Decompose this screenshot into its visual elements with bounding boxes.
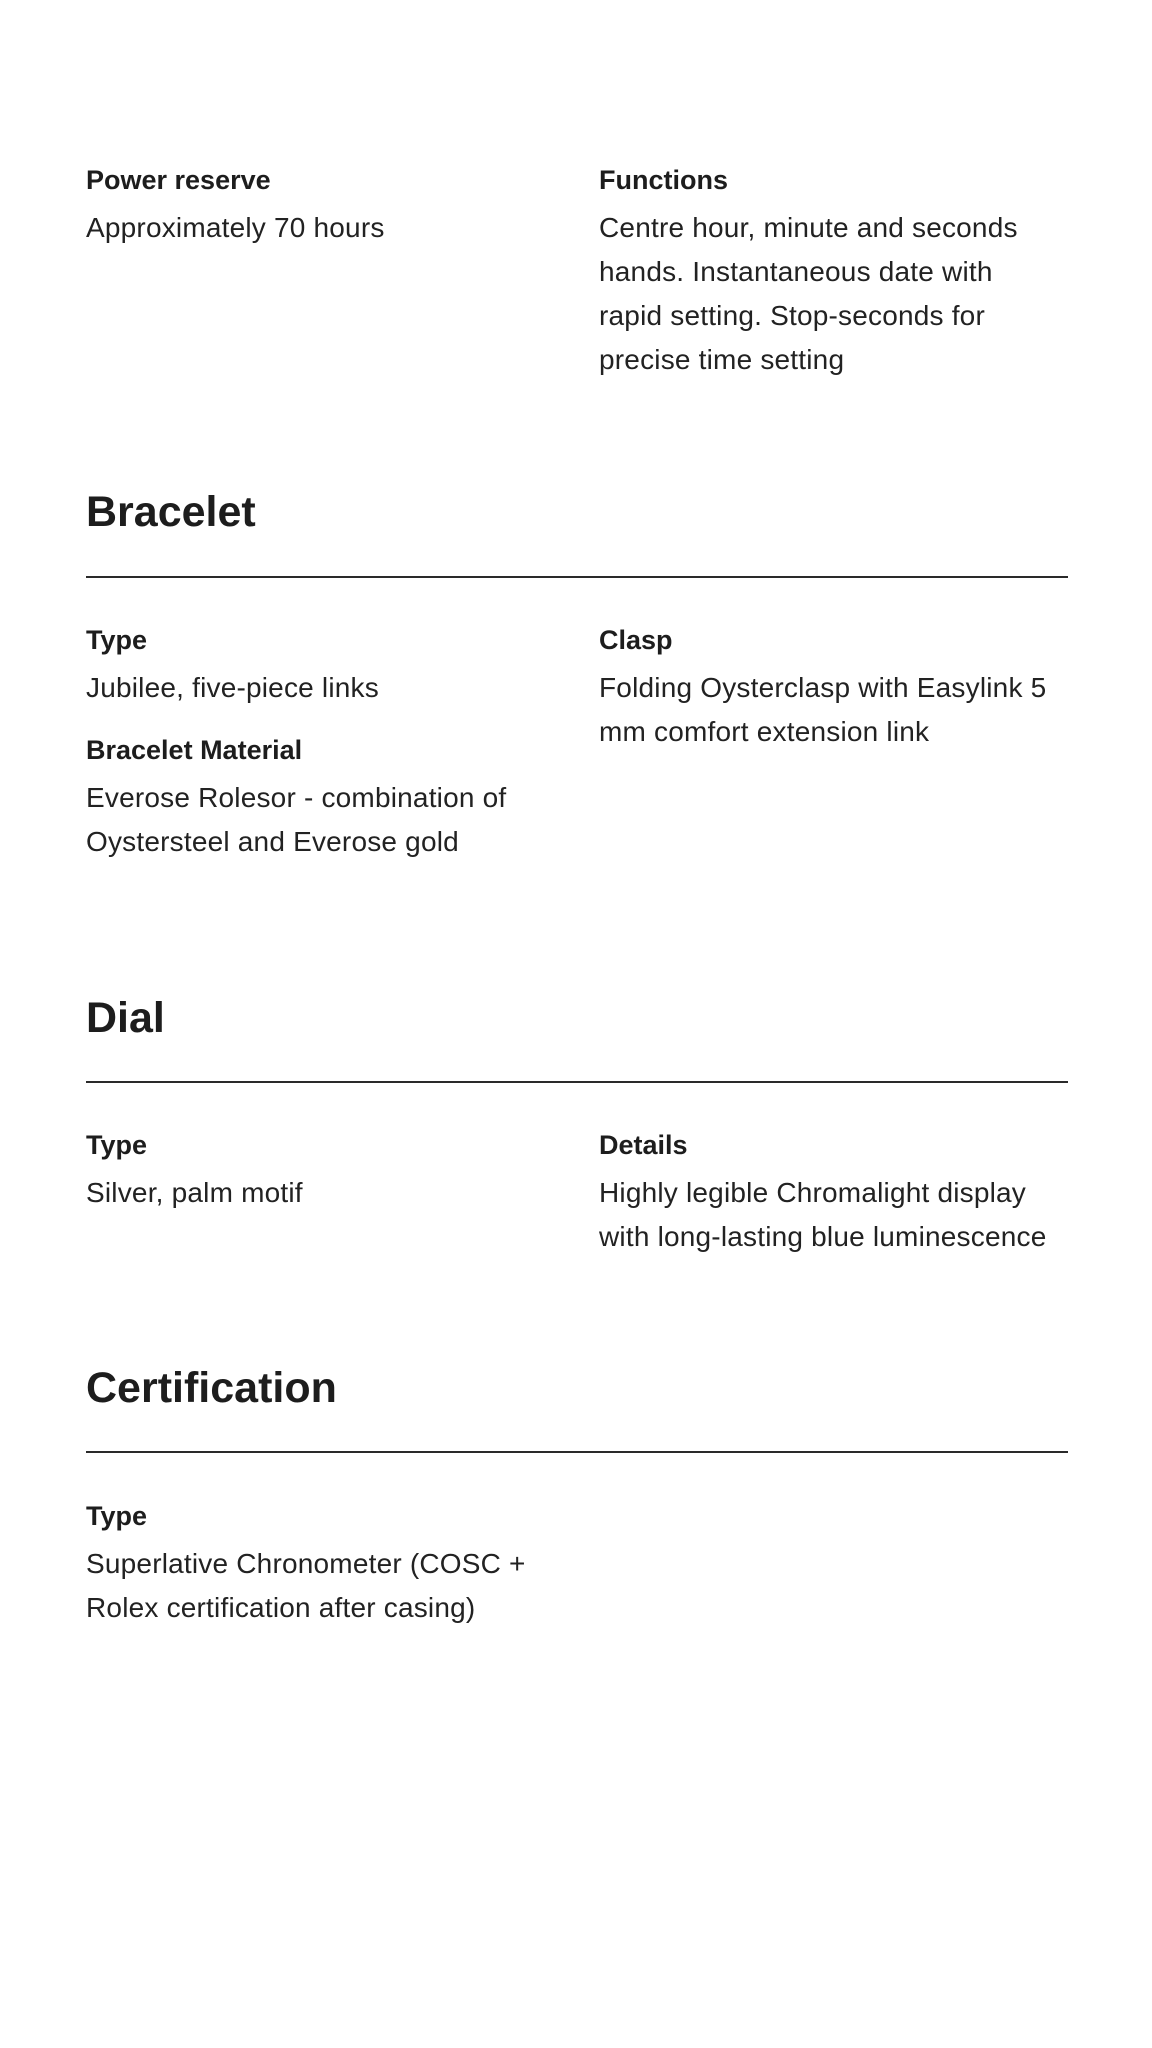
dial-details-value: Highly legible Chromalight display with long-lasting blue luminescence bbox=[599, 1177, 1047, 1252]
bracelet-material-value: Everose Rolesor - combination of Oystersteel and Everose gold bbox=[86, 782, 507, 857]
clasp-value: Folding Oysterclasp with Easylink 5 mm comfort extension link bbox=[599, 672, 1047, 747]
dial-type-value: Silver, palm motif bbox=[86, 1177, 303, 1208]
movement-specs bbox=[86, 163, 1068, 382]
dial-section-title: Dial bbox=[86, 994, 165, 1042]
certification-type-spec bbox=[86, 1499, 599, 1630]
bracelet-type-value: Jubilee, five-piece links bbox=[86, 672, 379, 703]
dial-divider bbox=[86, 1081, 1068, 1083]
certification-specs bbox=[86, 1499, 1068, 1630]
certification-type-value: Superlative Chronometer (COSC + Rolex certification after casing) bbox=[86, 1548, 526, 1623]
dial-type-spec bbox=[86, 1128, 599, 1259]
bracelet-type-label: Type bbox=[86, 625, 148, 655]
dial-specs bbox=[86, 1128, 1068, 1259]
bracelet-section-title: Bracelet bbox=[86, 488, 256, 536]
bracelet-material-spec bbox=[86, 733, 599, 864]
certification-section-title: Certification bbox=[86, 1364, 337, 1412]
certification-divider bbox=[86, 1451, 1068, 1453]
functions-value: Centre hour, minute and seconds hands. Instantaneous date with rapid setting. Stop-seconds for precise time setting bbox=[599, 212, 1018, 375]
power-reserve-value: Approximately 70 hours bbox=[86, 212, 385, 243]
bracelet-specs bbox=[86, 623, 1068, 887]
functions-label: Functions bbox=[599, 165, 728, 195]
power-reserve-spec bbox=[86, 163, 599, 382]
certification-type-label: Type bbox=[86, 1501, 148, 1531]
dial-details-label: Details bbox=[599, 1130, 688, 1160]
bracelet-material-label: Bracelet Material bbox=[86, 735, 303, 765]
clasp-label: Clasp bbox=[599, 625, 673, 655]
dial-details-spec bbox=[599, 1128, 1068, 1259]
bracelet-type-spec bbox=[86, 623, 599, 710]
functions-spec bbox=[599, 163, 1068, 382]
clasp-spec bbox=[599, 623, 1068, 754]
bracelet-left-column bbox=[86, 623, 599, 887]
bracelet-divider bbox=[86, 576, 1068, 578]
dial-type-label: Type bbox=[86, 1130, 148, 1160]
bracelet-right-column bbox=[599, 623, 1068, 887]
power-reserve-label: Power reserve bbox=[86, 165, 271, 195]
